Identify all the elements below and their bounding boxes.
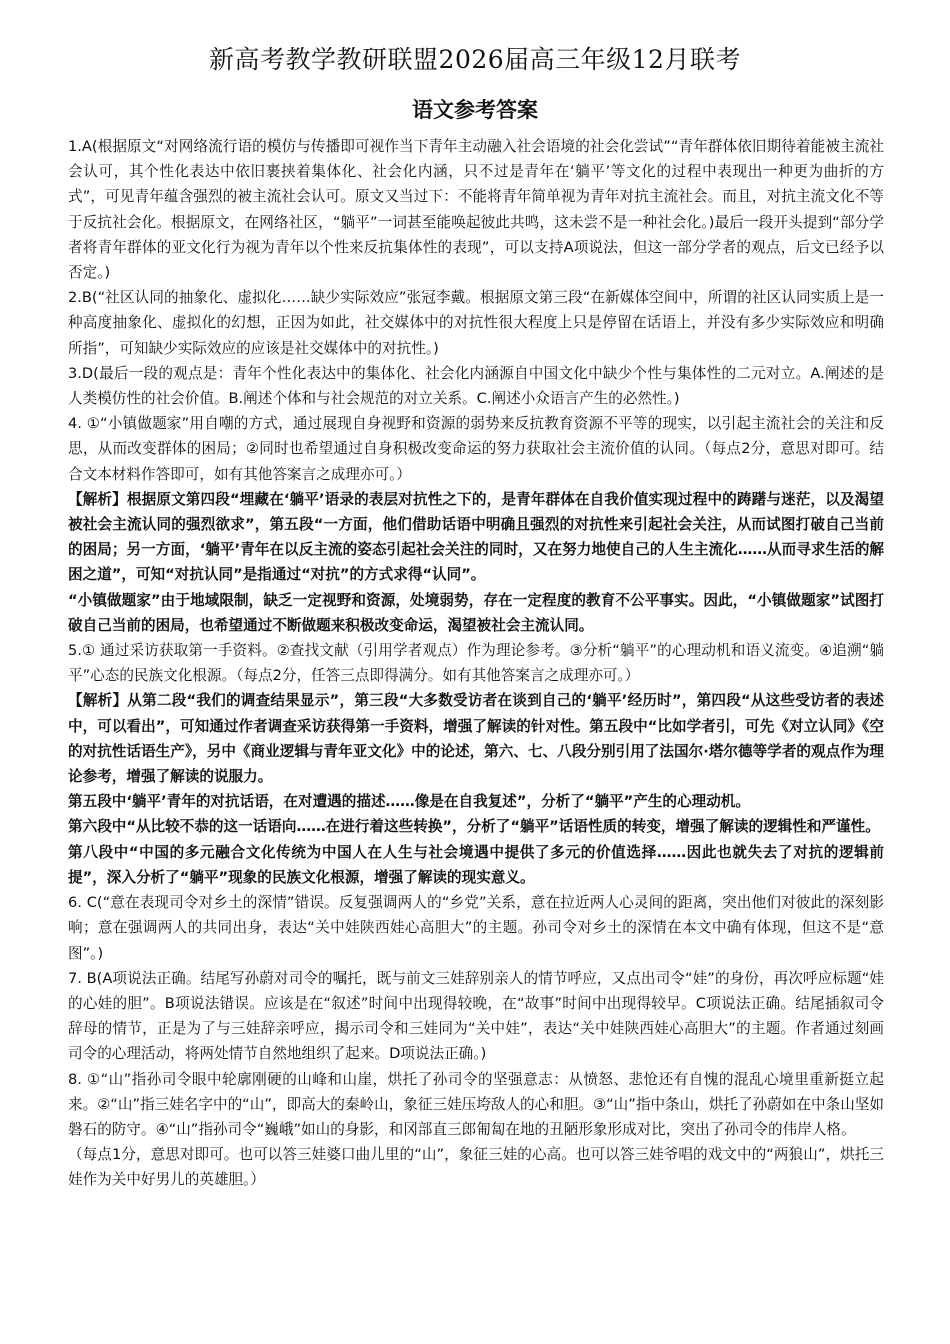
analysis-5-paragraph-2: 第五段中‘躺平’青年的对抗话语，在对遭遇的描述……像是在自我复述”，分析了“躺平”产生的心理动机。 — [68, 793, 750, 811]
answer-7: 7. B(A项说法正确。结尾写孙蔚对司令的嘱托，既与前文三娃辞别亲人的情节呼应，又点出司令“娃”的身份，再次呼应标题“娃的心娃的胆”。B项说法错误。应该是在“叙述”时间中出现得较晚，在“故事”时间中出现得较早。C项说法正确。结尾插叙司令辞母的情节，正是为了与三娃辞亲呼应，揭示司令和三娃同为“关中娃”，表达“关中娃陕西娃心高胆大”的主题。作者通过刻画司令的心理活动，将两处情节自然地组织了起来。D项说法正确。) — [68, 969, 884, 1063]
answer-8: 8. ①“山”指孙司令眼中轮廓刚硬的山峰和山崖，烘托了孙司令的坚强意志：从愤怒、悲怆还有自愧的混乱心境里重新挺立起来。②“山”指三娃名字中的“山”，即高大的秦岭山，象征三娃压垮敌人的心和胆。③“山”指中条山，烘托了孙蔚如在中条山坚如磐石的防守。④“山”指孙司令“巍峨”如山的身影，和冈部直三郎匍匐在地的丑陋形象形成对比，突出了孙司令的伟岸人格。 — [68, 1070, 884, 1138]
answer-body — [68, 134, 884, 1193]
answer-4: 4. ①“小镇做题家”用自嘲的方式，通过展现自身视野和资源的弱势来反抗教育资源不平等的现实，以引起主流社会的关注和反思，从而改变群体的困局；②同时也希望通过自身积极改变命运的努力获取社会主流价值的认同。（每点2分，意思对即可。结合文本材料作答即可，如有其他答案言之成理亦可。） — [68, 415, 884, 483]
analysis-4-paragraph-2: “小镇做题家”由于地域限制，缺乏一定视野和资源，处境弱势，存在一定程度的教育不公平事实。因此，“小镇做题家”试图打破自己当前的困局，也希望通过不断做题来积极改变命运，渴望被社会主流认同。 — [68, 591, 884, 634]
answer-8-scoring-note: （每点1分，意思对即可。也可以答三娃婆口曲儿里的“山”，象征三娃的心高。也可以答三娃爷唱的戏文中的“两狼山”，烘托三娃作为关中好男儿的英雄胆。） — [68, 1146, 884, 1189]
analysis-5-paragraph-1: 【解析】从第二段“我们的调查结果显示”，第三段“大多数受访者在谈到自己的‘躺平’经历时”，第四段“从这些受访者的表述中，可以看出”，可知通过作者调查采访获得第一手资料，增强了解读的针对性。第五段中“比如学者引，可先《对立认同》《空的对抗性话语生产》，另中《商业逻辑与青年亚文化》中的论述，第六、七、八段分别引用了法国尔·塔尔德等学者的观点作为理论参考，增强了解读的说服力。 — [68, 692, 884, 786]
answer-1: 1.A(根据原文“对网络流行语的模仿与传播即可视作当下青年主动融入社会语境的社会化尝试”“青年群体依旧期待着能被主流社会认可，其个性化表达中依旧裹挟着集体化、社会化内涵，只不过是青年在‘躺平’等文化的过程中表现出一种更为曲折的方式”，可见青年蕴含强烈的被主流社会认可。原文又当过下：不能将青年简单视为青年对抗主流社会。而且，对抗主流文化不等于反抗社会化。根据原文，在网络社区，“躺平”一词甚至能唤起彼此共鸣，这未尝不是一种社会化。)最后一段开头提到“部分学者将青年群体的亚文化行为视为青年以个性来反抗集体性的表现”，可以支持A项说法，但这一部分学者的观点，后文已经予以否定。) — [68, 138, 884, 282]
analysis-5-paragraph-3: 第六段中“从比较不恭的这一话语向……在进行着这些转换”，分析了“躺平”话语性质的转变，增强了解读的逻辑性和严谨性。 — [68, 818, 880, 836]
analysis-4-paragraph-1: 【解析】根据原文第四段“埋藏在‘躺平’语录的表层对抗性之下的，是青年群体在自我价值实现过程中的踌躇与迷茫，以及渴望被社会主流认同的强烈欲求”，第五段“一方面，他们借助话语中明确且强烈的对抗性来引起社会关注，从而试图打破自己当前的困局；另一方面，‘躺平’青年在以反主流的姿态引起社会关注的同时，又在努力地使自己的人生主流化……从而寻求生活的解困之道”，可知“对抗认同”是指通过“对抗”的方式求得“认同”。 — [68, 490, 884, 584]
analysis-5-paragraph-4: 第八段中“中国的多元融合文化传统为中国人在人生与社会境遇中提供了多元的价值选择……因此也就失去了对抗的逻辑前提”，深入分析了“躺平”现象的民族文化根源，增强了解读的现实意义。 — [68, 843, 884, 886]
page-title: 新高考教学教研联盟2026届高三年级12月联考 — [209, 45, 741, 74]
page-subtitle: 语文参考答案 — [412, 98, 538, 122]
answer-3: 3.D(最后一段的观点是：青年个性化表达中的集体化、社会化内涵源自中国文化中缺少个性与集体性的二元对立。A.阐述的是人类模仿性的社会价值。B.阐述个体和与社会规范的对立关系。C.阐述小众语言产生的必然性。) — [68, 364, 884, 408]
answer-6: 6. C(“意在表现司令对乡土的深情”错误。反复强调两人的“乡党”关系，意在拉近两人心灵间的距离，突出他们对彼此的深刻影响；意在强调两人的共同出身，表达“关中娃陕西娃心高胆大”的主题。孙司令对乡土的深情在本文中确有体现，但这不是“意图”。) — [68, 894, 884, 962]
answer-5: 5.① 通过采访获取第一手资料。②查找文献（引用学者观点）作为理论参考。③分析“躺平”的心理动机和语义流变。④追溯“躺平”心态的民族文化根源。（每点2分，任答三点即得满分。如有其他答案言之成理亦可。） — [68, 642, 884, 685]
answer-2: 2.B(“社区认同的抽象化、虚拟化……缺少实际效应”张冠李戴。根据原文第三段“在新媒体空间中，所谓的社区认同实质上是一种高度抽象化、虚拟化的幻想，正因为如此，社交媒体中的对抗性很大程度上只是停留在话语上，并没有多少实际效应和明确所指”，可知缺少实际效应的应该是社交媒体中的对抗性。) — [68, 289, 884, 357]
